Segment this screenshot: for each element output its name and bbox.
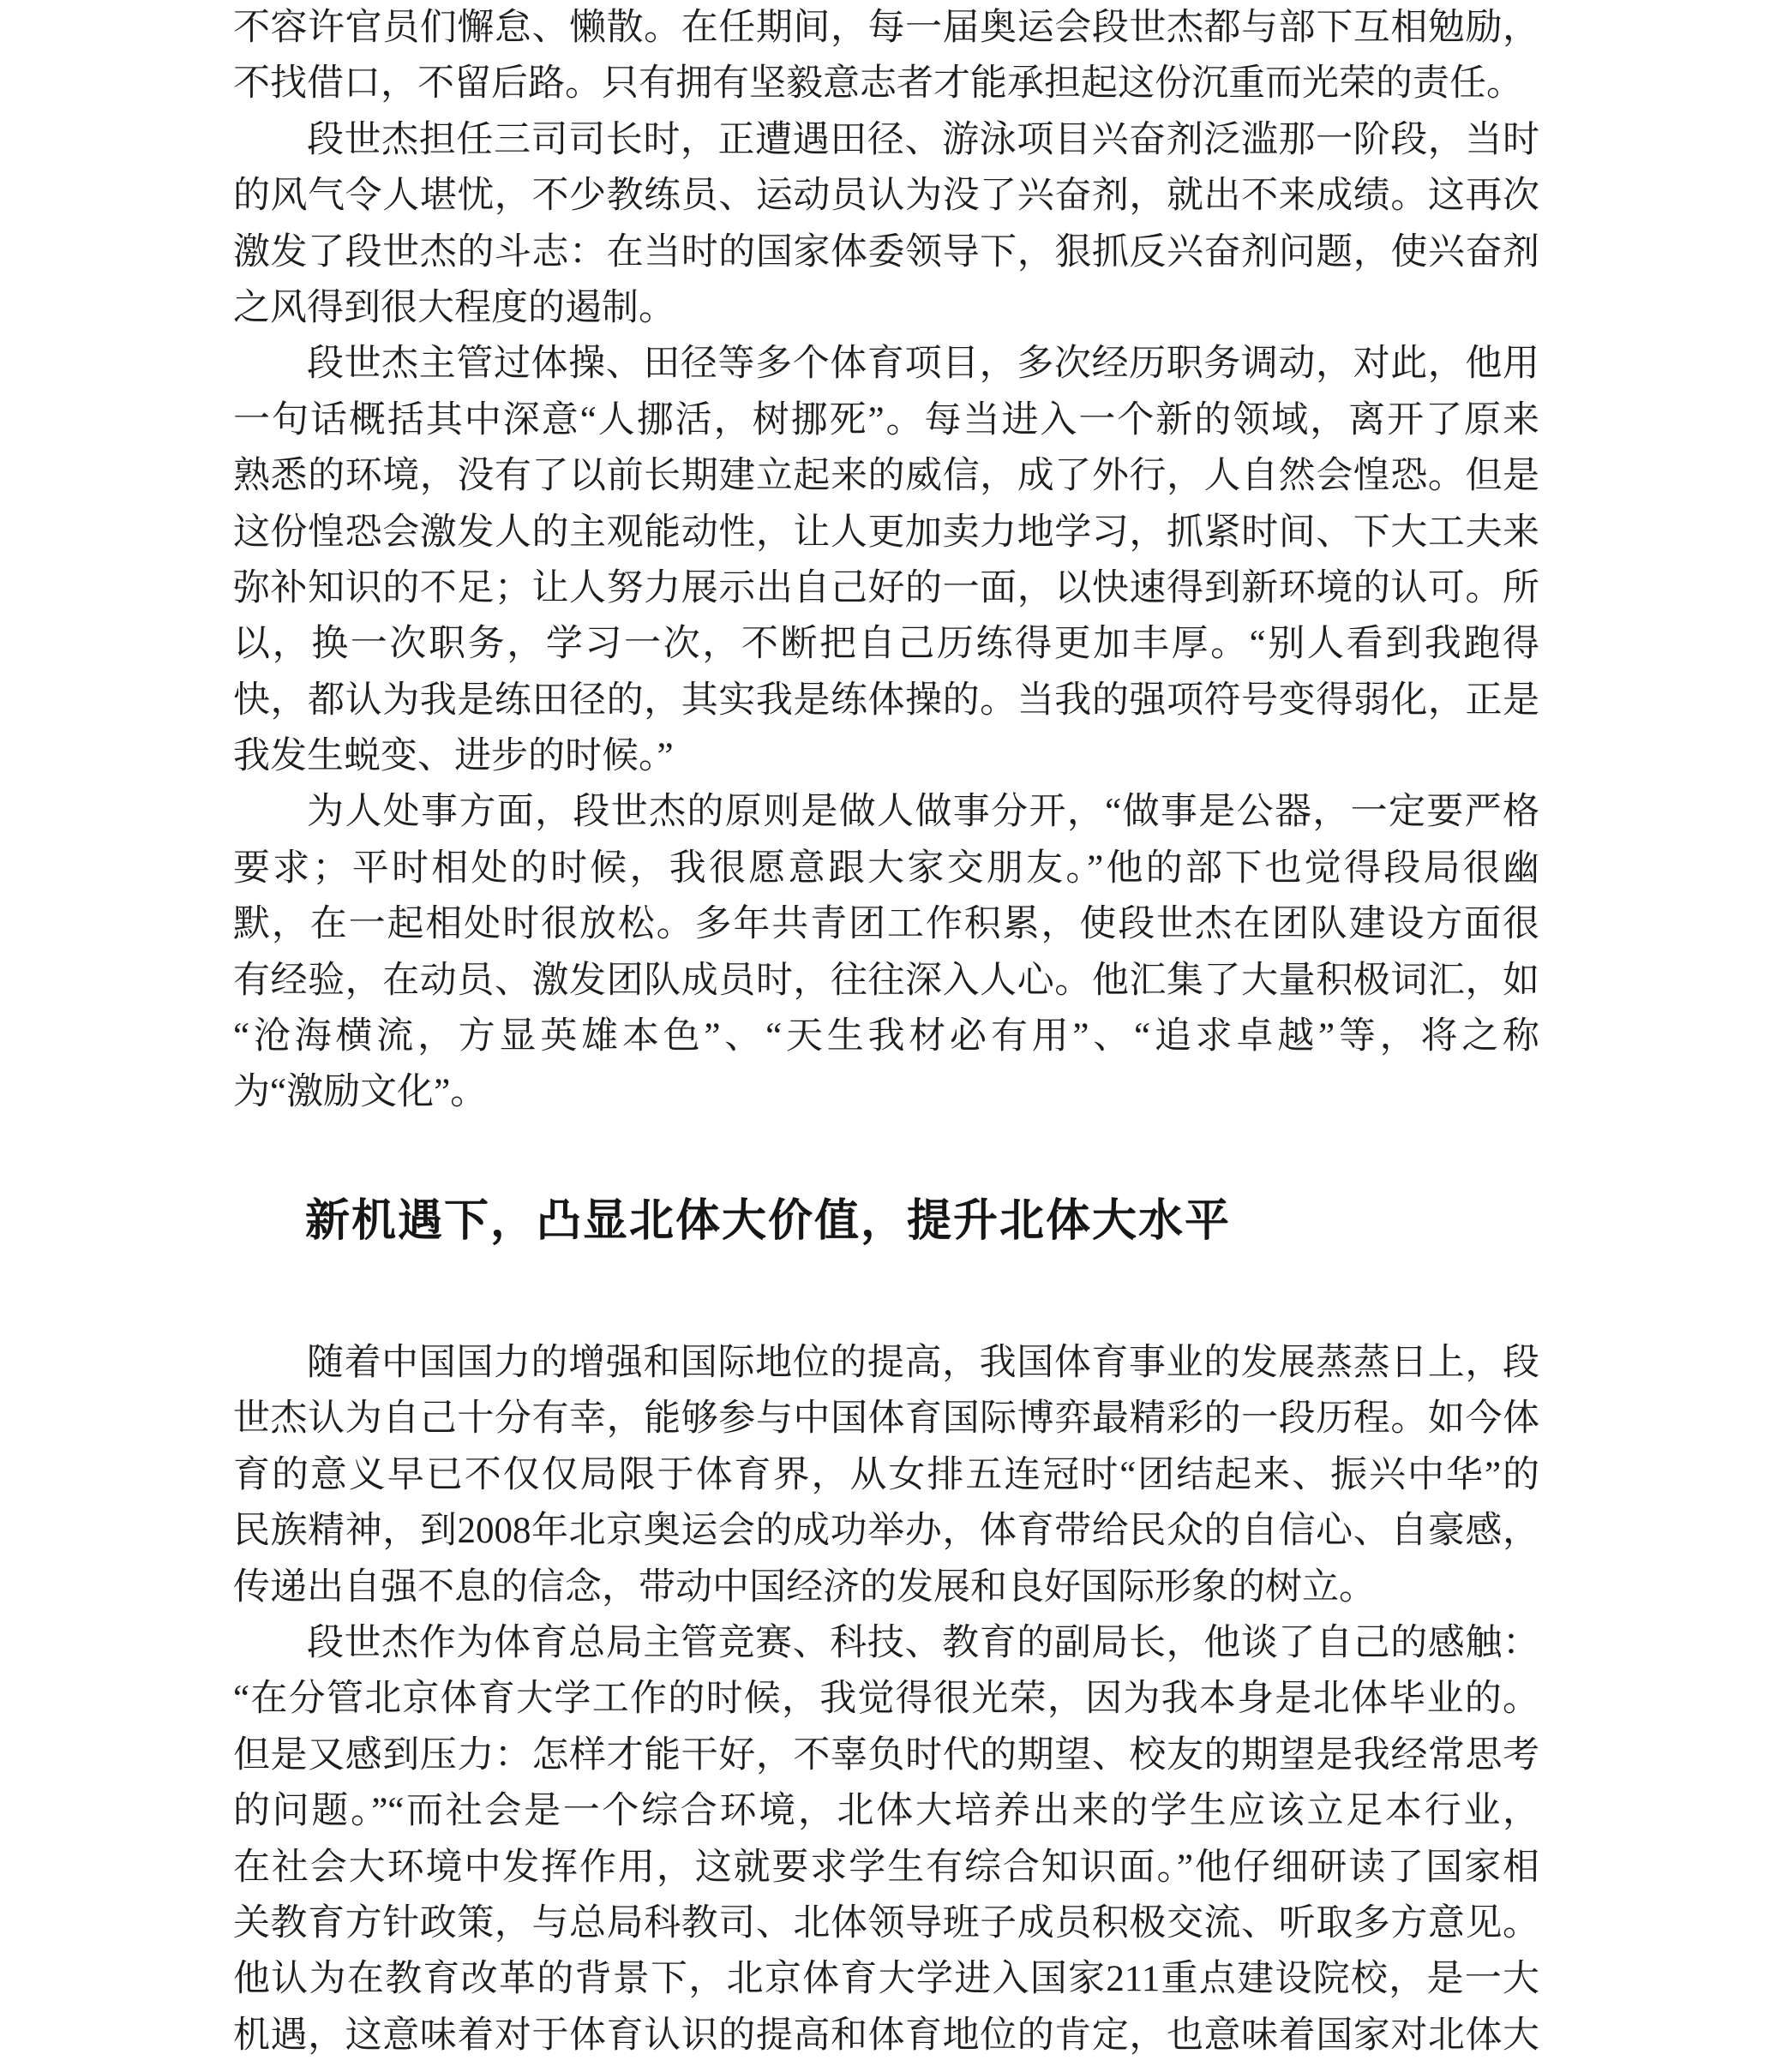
body-line: “沧海横流，方显英雄本色”、“天生我材必有用”、“追求卓越”等，将之称	[233, 1016, 1539, 1057]
body-line: 的问题。”“而社会是一个综合环境，北体大培养出来的学生应该立足本行业，	[233, 1791, 1539, 1832]
body-line: 默，在一起相处时很放松。多年共青团工作积累，使段世杰在团队建设方面很	[233, 904, 1539, 945]
body-line: 熟悉的环境，没有了以前长期建立起来的威信，成了外行，人自然会惶恐。但是	[233, 456, 1539, 497]
body-line: 之风得到很大程度的遏制。	[233, 287, 675, 328]
body-line: 弥补知识的不足；让人努力展示出自己好的一面，以快速得到新环境的认可。所	[233, 567, 1539, 608]
body-line: 为“激励文化”。	[233, 1072, 488, 1113]
body-line: 激发了段世杰的斗志：在当时的国家体委领导下，狠抓反兴奋剂问题，使兴奋剂	[233, 231, 1539, 272]
body-line paragraph-start: 段世杰主管过体操、田径等多个体育项目，多次经历职务调动，对此，他用	[307, 344, 1539, 385]
body-line: 要求；平时相处的时候，我很愿意跟大家交朋友。”他的部下也觉得段局很幽	[233, 847, 1539, 889]
body-line paragraph-start: 段世杰担任三司司长时，正遭遇田径、游泳项目兴奋剂泛滥那一阶段，当时	[307, 119, 1539, 160]
body-line: 但是又感到压力：怎样才能干好，不辜负时代的期望、校友的期望是我经常思考	[233, 1734, 1539, 1776]
body-text-block-upper	[233, 0, 1539, 1121]
section-heading: 新机遇下，凸显北体大价值，提升北体大水平	[305, 1196, 1232, 1246]
body-line paragraph-start: 段世杰作为体育总局主管竞赛、科技、教育的副局长，他谈了自己的感触：	[307, 1622, 1539, 1663]
body-line: 育的意义早已不仅仅局限于体育界，从女排五连冠时“团结起来、振兴中华”的	[233, 1454, 1539, 1495]
body-line: “在分管北京体育大学工作的时候，我觉得很光荣，因为我本身是北体毕业的。	[233, 1679, 1539, 1720]
body-line: 有经验，在动员、激发团队成员时，往往深入人心。他汇集了大量积极词汇，如	[233, 960, 1539, 1001]
body-line: 不找借口，不留后路。只有拥有坚毅意志者才能承担起这份沉重而光荣的责任。	[233, 63, 1523, 105]
body-line paragraph-start: 随着中国国力的增强和国际地位的提高，我国体育事业的发展蒸蒸日上，段	[307, 1343, 1539, 1383]
body-line: 世杰认为自己十分有幸，能够参与中国体育国际博弈最精彩的一段历程。如今体	[233, 1398, 1539, 1440]
body-text-block-lower	[233, 1335, 1539, 2063]
body-line: 这份惶恐会激发人的主观能动性，让人更加卖力地学习，抓紧时间、下大工夫来	[233, 512, 1539, 553]
body-line: 不容许官员们懈怠、懒散。在任期间，每一届奥运会段世杰都与部下互相勉励，	[233, 8, 1539, 48]
body-line: 我发生蜕变、进步的时候。”	[233, 736, 674, 777]
body-line: 关教育方针政策，与总局科教司、北体领导班子成员积极交流、听取多方意见。	[233, 1902, 1539, 1943]
body-line: 传递出自强不息的信念，带动中国经济的发展和良好国际形象的树立。	[233, 1566, 1376, 1608]
body-line: 的风气令人堪忧，不少教练员、运动员认为没了兴奋剂，就出不来成绩。这再次	[233, 176, 1539, 217]
body-line: 以，换一次职务，学习一次，不断把自己历练得更加丰厚。“别人看到我跑得	[233, 624, 1539, 665]
body-line: 在社会大环境中发挥作用，这就要求学生有综合知识面。”他仔细研读了国家相	[233, 1847, 1539, 1888]
body-line: 机遇，这意味着对于体育认识的提高和体育地位的肯定，也意味着国家对北体大	[233, 2015, 1539, 2056]
body-line: 一句话概括其中深意“人挪活，树挪死”。每当进入一个新的领域，离开了原来	[233, 399, 1539, 440]
body-line: 民族精神，到2008年北京奥运会的成功举办，体育带给民众的自信心、自豪感，	[233, 1511, 1539, 1552]
body-line: 快，都认为我是练田径的，其实我是练体操的。当我的强项符号变得弱化，正是	[233, 680, 1539, 721]
body-line paragraph-start: 为人处事方面，段世杰的原则是做人做事分开，“做事是公器，一定要严格	[307, 792, 1539, 833]
body-line: 他认为在教育改革的背景下，北京体育大学进入国家211重点建设院校，是一大	[233, 1959, 1539, 2000]
